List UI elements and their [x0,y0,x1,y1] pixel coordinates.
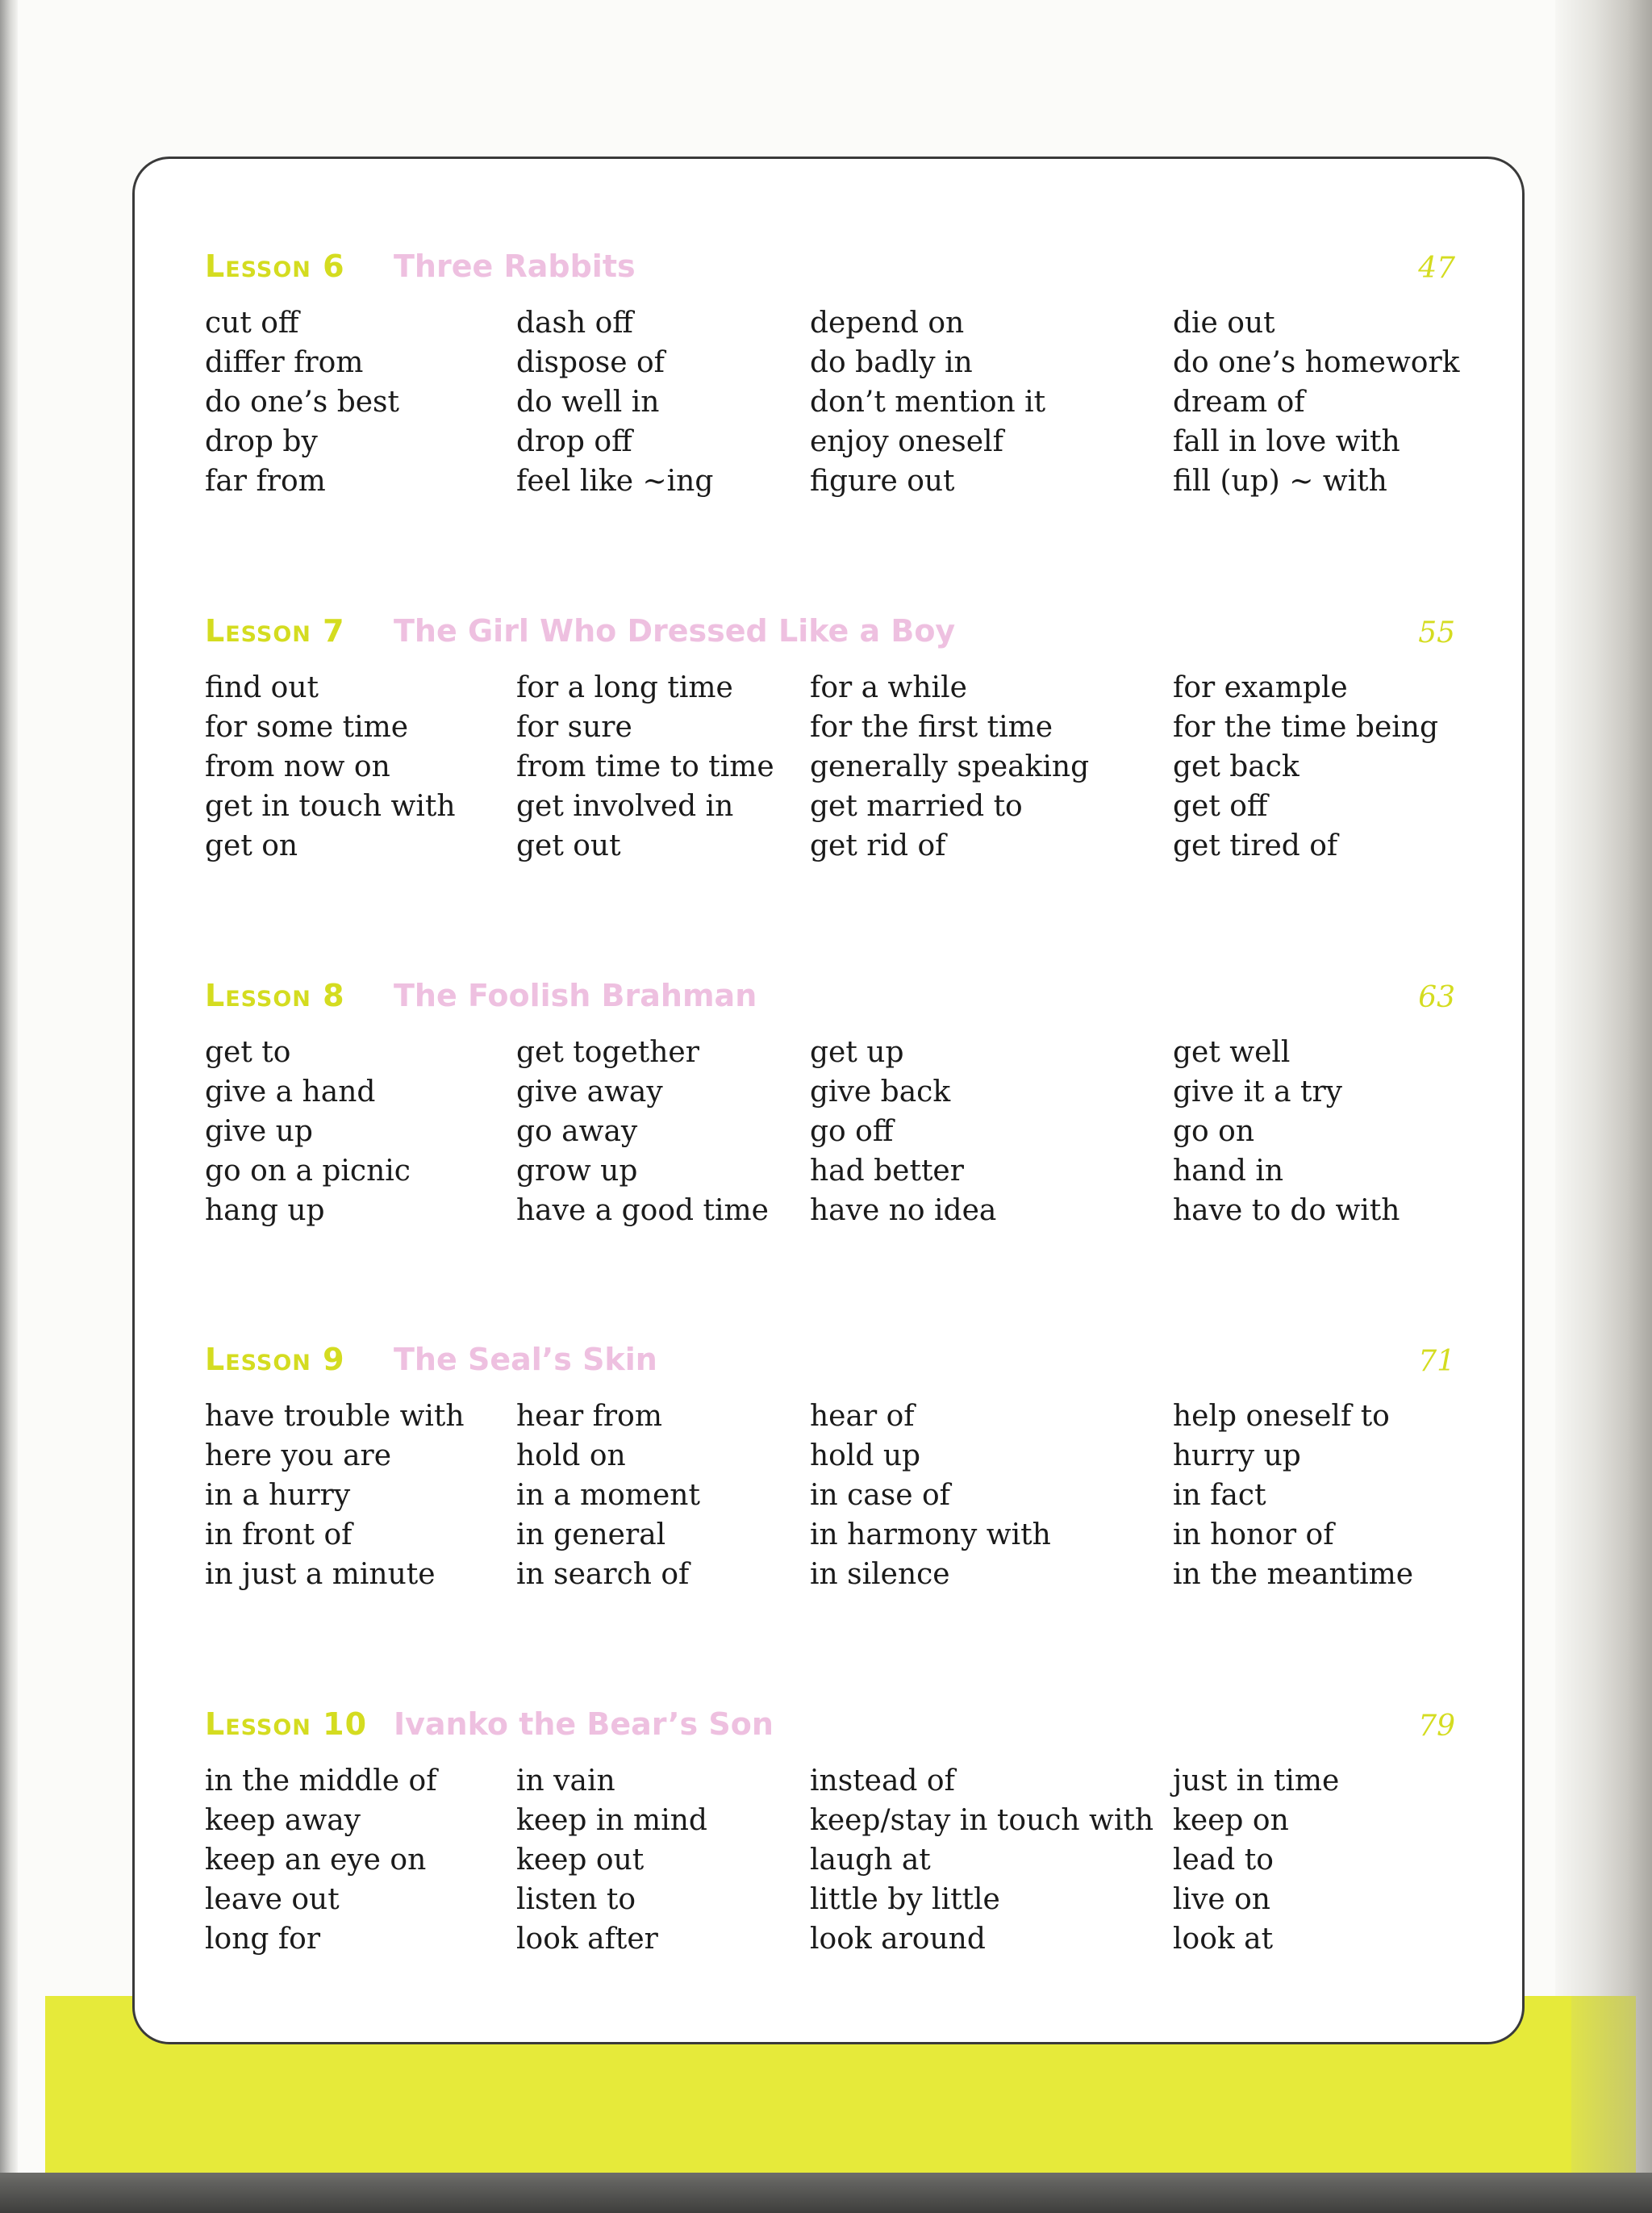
phrase: do one’s homework [1173,346,1460,379]
phrase: dash off [516,307,633,340]
phrase: fill (up) ~ with [1173,465,1387,498]
phrase-column [1173,668,1438,866]
phrase-column [810,1033,996,1230]
phrase: give back [810,1075,951,1109]
phrase: far from [205,465,326,498]
lesson-title: Ivanko the Bear’s Son [394,1706,774,1742]
phrase: fall in love with [1173,425,1400,458]
phrase: get involved in [516,790,734,823]
phrase: have a good time [516,1194,769,1227]
lesson-word: Lesson [205,978,311,1013]
phrase: keep an eye on [205,1843,427,1877]
phrase-grid [205,668,1455,870]
lesson-page-number: 47 [1418,252,1455,285]
phrase: instead of [810,1764,955,1798]
phrase: keep/stay in touch with [810,1804,1154,1837]
phrase: for a while [810,671,967,704]
phrase: give it a try [1173,1075,1342,1109]
phrase: in silence [810,1558,950,1591]
phrase: enjoy oneself [810,425,1003,458]
phrase: generally speaking [810,750,1090,783]
phrase: go on [1173,1115,1255,1148]
phrase-grid [205,1033,1455,1234]
phrase: hear of [810,1400,915,1433]
phrase: give up [205,1115,313,1148]
phrase: get married to [810,790,1023,823]
lesson-section [205,978,1455,1234]
phrase: for some time [205,711,409,744]
phrase: dream of [1173,386,1305,419]
phrase: in case of [810,1479,950,1512]
phrase: have trouble with [205,1400,465,1433]
phrase-column [1173,1761,1339,1959]
phrase: have no idea [810,1194,997,1227]
phrase: give a hand [205,1075,376,1109]
lesson-number: 6 [323,248,345,284]
phrase-column [205,303,399,501]
phrase: hand in [1173,1155,1284,1188]
phrase: get rid of [810,829,946,862]
phrase: don’t mention it [810,386,1046,419]
phrase-grid [205,1397,1455,1598]
phrase: for the time being [1173,711,1439,744]
lesson-section [205,1342,1455,1598]
lesson-label [205,1342,345,1377]
phrase: drop by [205,425,318,458]
lesson-word: Lesson [205,613,311,649]
phrase: give away [516,1075,663,1109]
phrase: look at [1173,1923,1274,1956]
phrase: lead to [1173,1843,1274,1877]
phrase: for example [1173,671,1348,704]
phrase-column [516,303,713,501]
phrase-column [205,668,456,866]
lesson-page-number: 55 [1418,616,1455,649]
phrase-column [1173,1033,1400,1230]
phrase: for a long time [516,671,733,704]
lesson-page-number: 71 [1418,1345,1455,1378]
phrase-column [205,1033,411,1230]
phrase-grid [205,1761,1455,1963]
lesson-title: The Foolish Brahman [394,978,757,1013]
phrase: live on [1173,1883,1270,1916]
lesson-title: Three Rabbits [394,248,636,284]
lesson-number: 10 [323,1706,368,1742]
phrase: differ from [205,346,364,379]
phrase: get tired of [1173,829,1338,862]
lesson-header [205,978,1455,1026]
lesson-header [205,613,1455,662]
phrase: in harmony with [810,1518,1051,1551]
phrase: in the middle of [205,1764,437,1798]
phrase: hear from [516,1400,662,1433]
phrase: little by little [810,1883,1000,1916]
phrase: get out [516,829,621,862]
lesson-title: The Seal’s Skin [394,1342,657,1377]
phrase-column [810,1397,1051,1594]
phrase: long for [205,1923,321,1956]
phrase: keep in mind [516,1804,707,1837]
phrase-grid [205,303,1460,505]
phrase: go on a picnic [205,1155,411,1188]
yellow-band-edge [1571,1996,1636,2173]
phrase: just in time [1173,1764,1340,1798]
lesson-title: The Girl Who Dressed Like a Boy [394,613,956,649]
phrase: hurry up [1173,1439,1301,1472]
lesson-number: 9 [323,1342,345,1377]
phrase: depend on [810,307,965,340]
lesson-number: 7 [323,613,345,649]
phrase: leave out [205,1883,340,1916]
phrase-column [516,1761,707,1959]
phrase: in general [516,1518,666,1551]
page-right-edge [1555,0,1652,2213]
lesson-header [205,1706,1455,1755]
phrase: grow up [516,1155,638,1188]
phrase: for the first time [810,711,1053,744]
lesson-label [205,613,345,649]
phrase: feel like ~ing [516,465,714,498]
lesson-section [205,248,1460,505]
phrase-column [1173,1397,1413,1594]
phrase: get back [1173,750,1299,783]
phrase: look around [810,1923,986,1956]
phrase: in honor of [1173,1518,1334,1551]
phrase: find out [205,671,319,704]
phrase: get off [1173,790,1268,823]
phrase: had better [810,1155,964,1188]
phrase: do one’s best [205,386,399,419]
phrase: listen to [516,1883,636,1916]
phrase: keep on [1173,1804,1289,1837]
phrase: in the meantime [1173,1558,1414,1591]
lesson-section [205,1706,1455,1963]
phrase: dispose of [516,346,665,379]
lesson-header [205,248,1455,297]
phrase: have to do with [1173,1194,1400,1227]
page-bottom-edge [0,2173,1652,2213]
lesson-number: 8 [323,978,345,1013]
phrase: here you are [205,1439,392,1472]
phrase: in a moment [516,1479,700,1512]
phrase: in fact [1173,1479,1266,1512]
phrase: go away [516,1115,638,1148]
phrase-column [516,1397,700,1594]
phrase: do well in [516,386,660,419]
phrase: hold on [516,1439,626,1472]
lesson-section [205,613,1455,870]
lesson-word: Lesson [205,1706,311,1742]
phrase: from time to time [516,750,774,783]
phrase-column [1173,303,1460,501]
phrase: get on [205,829,298,862]
phrase: in vain [516,1764,615,1798]
phrase: go off [810,1115,894,1148]
phrase: hang up [205,1194,325,1227]
phrase: in just a minute [205,1558,436,1591]
lesson-label [205,1706,367,1742]
phrase: from now on [205,750,390,783]
phrase: figure out [810,465,955,498]
lesson-label [205,978,345,1013]
phrase: laugh at [810,1843,931,1877]
phrase: in a hurry [205,1479,351,1512]
lesson-page-number: 79 [1418,1710,1455,1743]
phrase-column [810,303,1045,501]
phrase: for sure [516,711,632,744]
phrase: cut off [205,307,299,340]
phrase-column [205,1761,437,1959]
page-left-edge [0,0,18,2213]
phrase: get up [810,1036,904,1069]
phrase: keep away [205,1804,361,1837]
phrase: get to [205,1036,291,1069]
phrase-column [205,1397,465,1594]
phrase: in search of [516,1558,690,1591]
phrase: get well [1173,1036,1291,1069]
lesson-label [205,248,345,284]
phrase: hold up [810,1439,921,1472]
lesson-header [205,1342,1455,1390]
phrase: look after [516,1923,658,1956]
lesson-word: Lesson [205,248,311,284]
phrase-column [810,1761,1153,1959]
phrase-column [516,1033,769,1230]
phrase: die out [1173,307,1275,340]
phrase: keep out [516,1843,645,1877]
lesson-page-number: 63 [1418,981,1455,1014]
phrase: do badly in [810,346,973,379]
phrase: drop off [516,425,632,458]
phrase: in front of [205,1518,353,1551]
phrase-column [516,668,774,866]
phrase: get together [516,1036,699,1069]
phrase: get in touch with [205,790,456,823]
lesson-word: Lesson [205,1342,311,1377]
phrase-column [810,668,1089,866]
phrase: help oneself to [1173,1400,1390,1433]
